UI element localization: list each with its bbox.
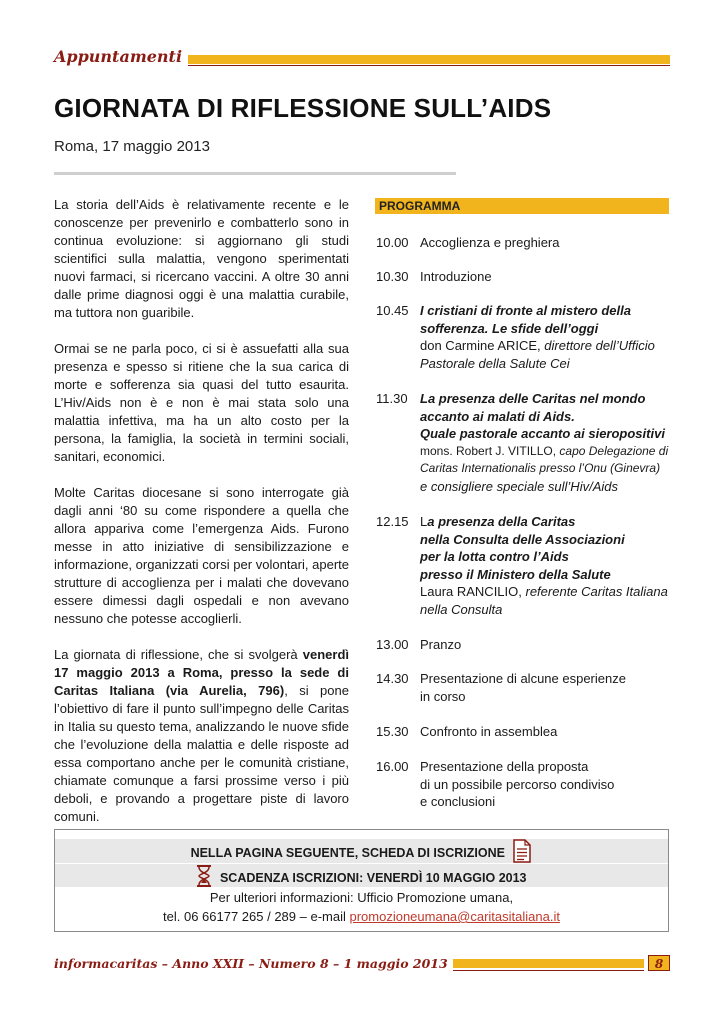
program-text: e conclusioni: [420, 794, 496, 809]
contact-line-1: Per ulteriori informazioni: Ufficio Promozione umana,: [209, 890, 514, 905]
footer-label: informacaritas – Anno XXII – Numero 8 – 1 maggio 2013: [54, 955, 453, 972]
program-time: 14.30: [376, 671, 409, 686]
program-text: Presentazione di alcune esperienze: [420, 671, 626, 686]
info-box: [54, 829, 669, 932]
paragraph-1: La storia dell’Aids è relativamente recente e le conoscenze per prevenirlo e combatterlo sono in continua evoluzione: si aggiornano gli studi scientifici sulla malattia, vengono sperimentati nuovi farmaci, si ricercano vaccini. A oltre 30 anni dalle prime diagnosi oggi è una malattia curabile, ma tuttora non guaribile.: [54, 197, 349, 320]
program-session-title: [420, 513, 676, 531]
program-text: in corso: [420, 688, 466, 704]
speaker-role: nella Consulta: [420, 601, 503, 617]
deadline-text: SCADENZA ISCRIZIONI: VENERDÌ 10 MAGGIO 2013: [219, 871, 527, 885]
speaker-role: direttore dell’Ufficio: [544, 338, 655, 353]
program-time: 11.30: [376, 391, 408, 406]
contact-line-2: [55, 907, 668, 926]
paragraph-3: Molte Caritas diocesane si sono interrogate già dagli anni ‘80 su come rispondere a quella che allora appariva come l’emergenza Aids. Furono messe in atto iniziative di sensibilizzazione e informazione, organizzati corsi per volontari, aperte strutture di accoglienza per i malati che dovevano essere dimessi dagli ospedali e non avevano nessuno che potesse accoglierli.: [54, 485, 349, 626]
title-divider: [54, 172, 456, 175]
program-session-title: nella Consulta delle Associazioni: [420, 531, 625, 547]
speaker-name: don Carmine ARICE,: [420, 338, 545, 353]
hourglass-icon: [196, 864, 212, 888]
program-session-title: La presenza delle Caritas nel mondo: [420, 391, 646, 406]
program-initial: L: [420, 514, 428, 529]
speaker-name: mons. Robert J. VITILLO,: [420, 443, 560, 458]
speaker-role: referente Caritas Italiana: [525, 584, 668, 599]
deadline-notice: [55, 864, 668, 887]
program-text: Pranzo: [420, 637, 462, 652]
program-heading-label: PROGRAMMA: [379, 199, 461, 213]
page-number: 8: [648, 955, 670, 971]
next-page-notice: [55, 839, 668, 863]
program-speaker: [420, 583, 676, 601]
program-text: Presentazione della proposta: [420, 759, 589, 774]
next-page-text: NELLA PAGINA SEGUENTE, SCHEDA DI ISCRIZIONE: [190, 846, 505, 860]
program-session-title: I cristiani di fronte al mistero della: [420, 303, 631, 318]
program-time: 16.00: [376, 759, 409, 774]
paragraph-4-end: , si pone l’obiettivo di fare il punto sull’impegno delle Caritas in Italia su questo tema, analizzando le nuove sfide che l’evoluzione della malattia e delle risposte ad essa comportano anche per le comunità cristiane, chiamate comunque a farsi prossime verso i più deboli, e provando a progettare piste di lavoro comuni.: [54, 683, 349, 824]
program-time: 10.30: [376, 269, 409, 284]
program-title-rest: a presenza della Caritas: [427, 514, 576, 529]
program-text: Introduzione: [420, 269, 492, 284]
speaker-name: Laura RANCILIO,: [420, 584, 526, 599]
contact-email-link[interactable]: promozioneumana@caritasitaliana.it: [349, 909, 560, 924]
speaker-role: capo Delegazione di: [559, 443, 669, 458]
program-time: 10.00: [376, 235, 409, 250]
paragraph-4-emphasis: venerdì 17 maggio 2013 a Roma, presso la sede di Caritas Italiana (via Aurelia, 796): [54, 647, 349, 698]
program-text: di un possibile percorso condiviso: [420, 776, 615, 792]
program-text: Confronto in assemblea: [420, 724, 558, 739]
program-session-title: accanto ai malati di Aids.: [420, 408, 575, 424]
article-body: [54, 196, 349, 844]
program-session-title: Quale pastorale accanto ai sieropositivi: [420, 426, 665, 441]
paragraph-2: Ormai se ne parla poco, ci si è assuefatti alla sua presenza e spesso si ritiene che la sua carica di morte e sofferenza sia quasi del tutto esaurita. L’Hiv/Aids non è e non è mai stata solo una malattia infettiva, ma ha un alto costo per la persona, la famiglia, la società in termini sociali, sanitari, economici.: [54, 341, 349, 464]
program-time: 10.45: [376, 303, 409, 318]
program-time: 13.00: [376, 637, 409, 652]
speaker-role: Caritas Internationalis presso l’Onu (Ginevra): [420, 461, 661, 475]
speaker-role: e consigliere speciale sull’Hiv/Aids: [420, 478, 618, 494]
page-subtitle: Roma, 17 maggio 2013: [54, 138, 210, 155]
program-time: 12.15: [376, 514, 409, 529]
page-title: GIORNATA DI RIFLESSIONE SULL’AIDS: [54, 93, 552, 123]
program-session-title: per la lotta contro l’Aids: [420, 549, 569, 564]
section-header: [54, 48, 670, 66]
program-speaker: [420, 443, 676, 461]
speaker-role: Pastorale della Salute Cei: [420, 355, 570, 371]
contact-info: [55, 888, 668, 926]
program-session-title: presso il Ministero della Salute: [420, 566, 611, 582]
page-footer: [54, 955, 670, 973]
program-speaker: [420, 337, 676, 355]
contact-phone: tel. 06 66177 265 / 289 – e-mail: [163, 909, 350, 924]
document-icon: [512, 839, 532, 863]
program-heading: [375, 198, 669, 214]
program-text: Accoglienza e preghiera: [420, 235, 560, 250]
program-session-title: sofferenza. Le sfide dell’oggi: [420, 320, 599, 336]
paragraph-4: [54, 646, 349, 826]
section-label: Appuntamenti: [54, 48, 188, 66]
program-time: 15.30: [376, 724, 409, 739]
paragraph-4-start: La giornata di riflessione, che si svolgerà: [54, 647, 303, 662]
